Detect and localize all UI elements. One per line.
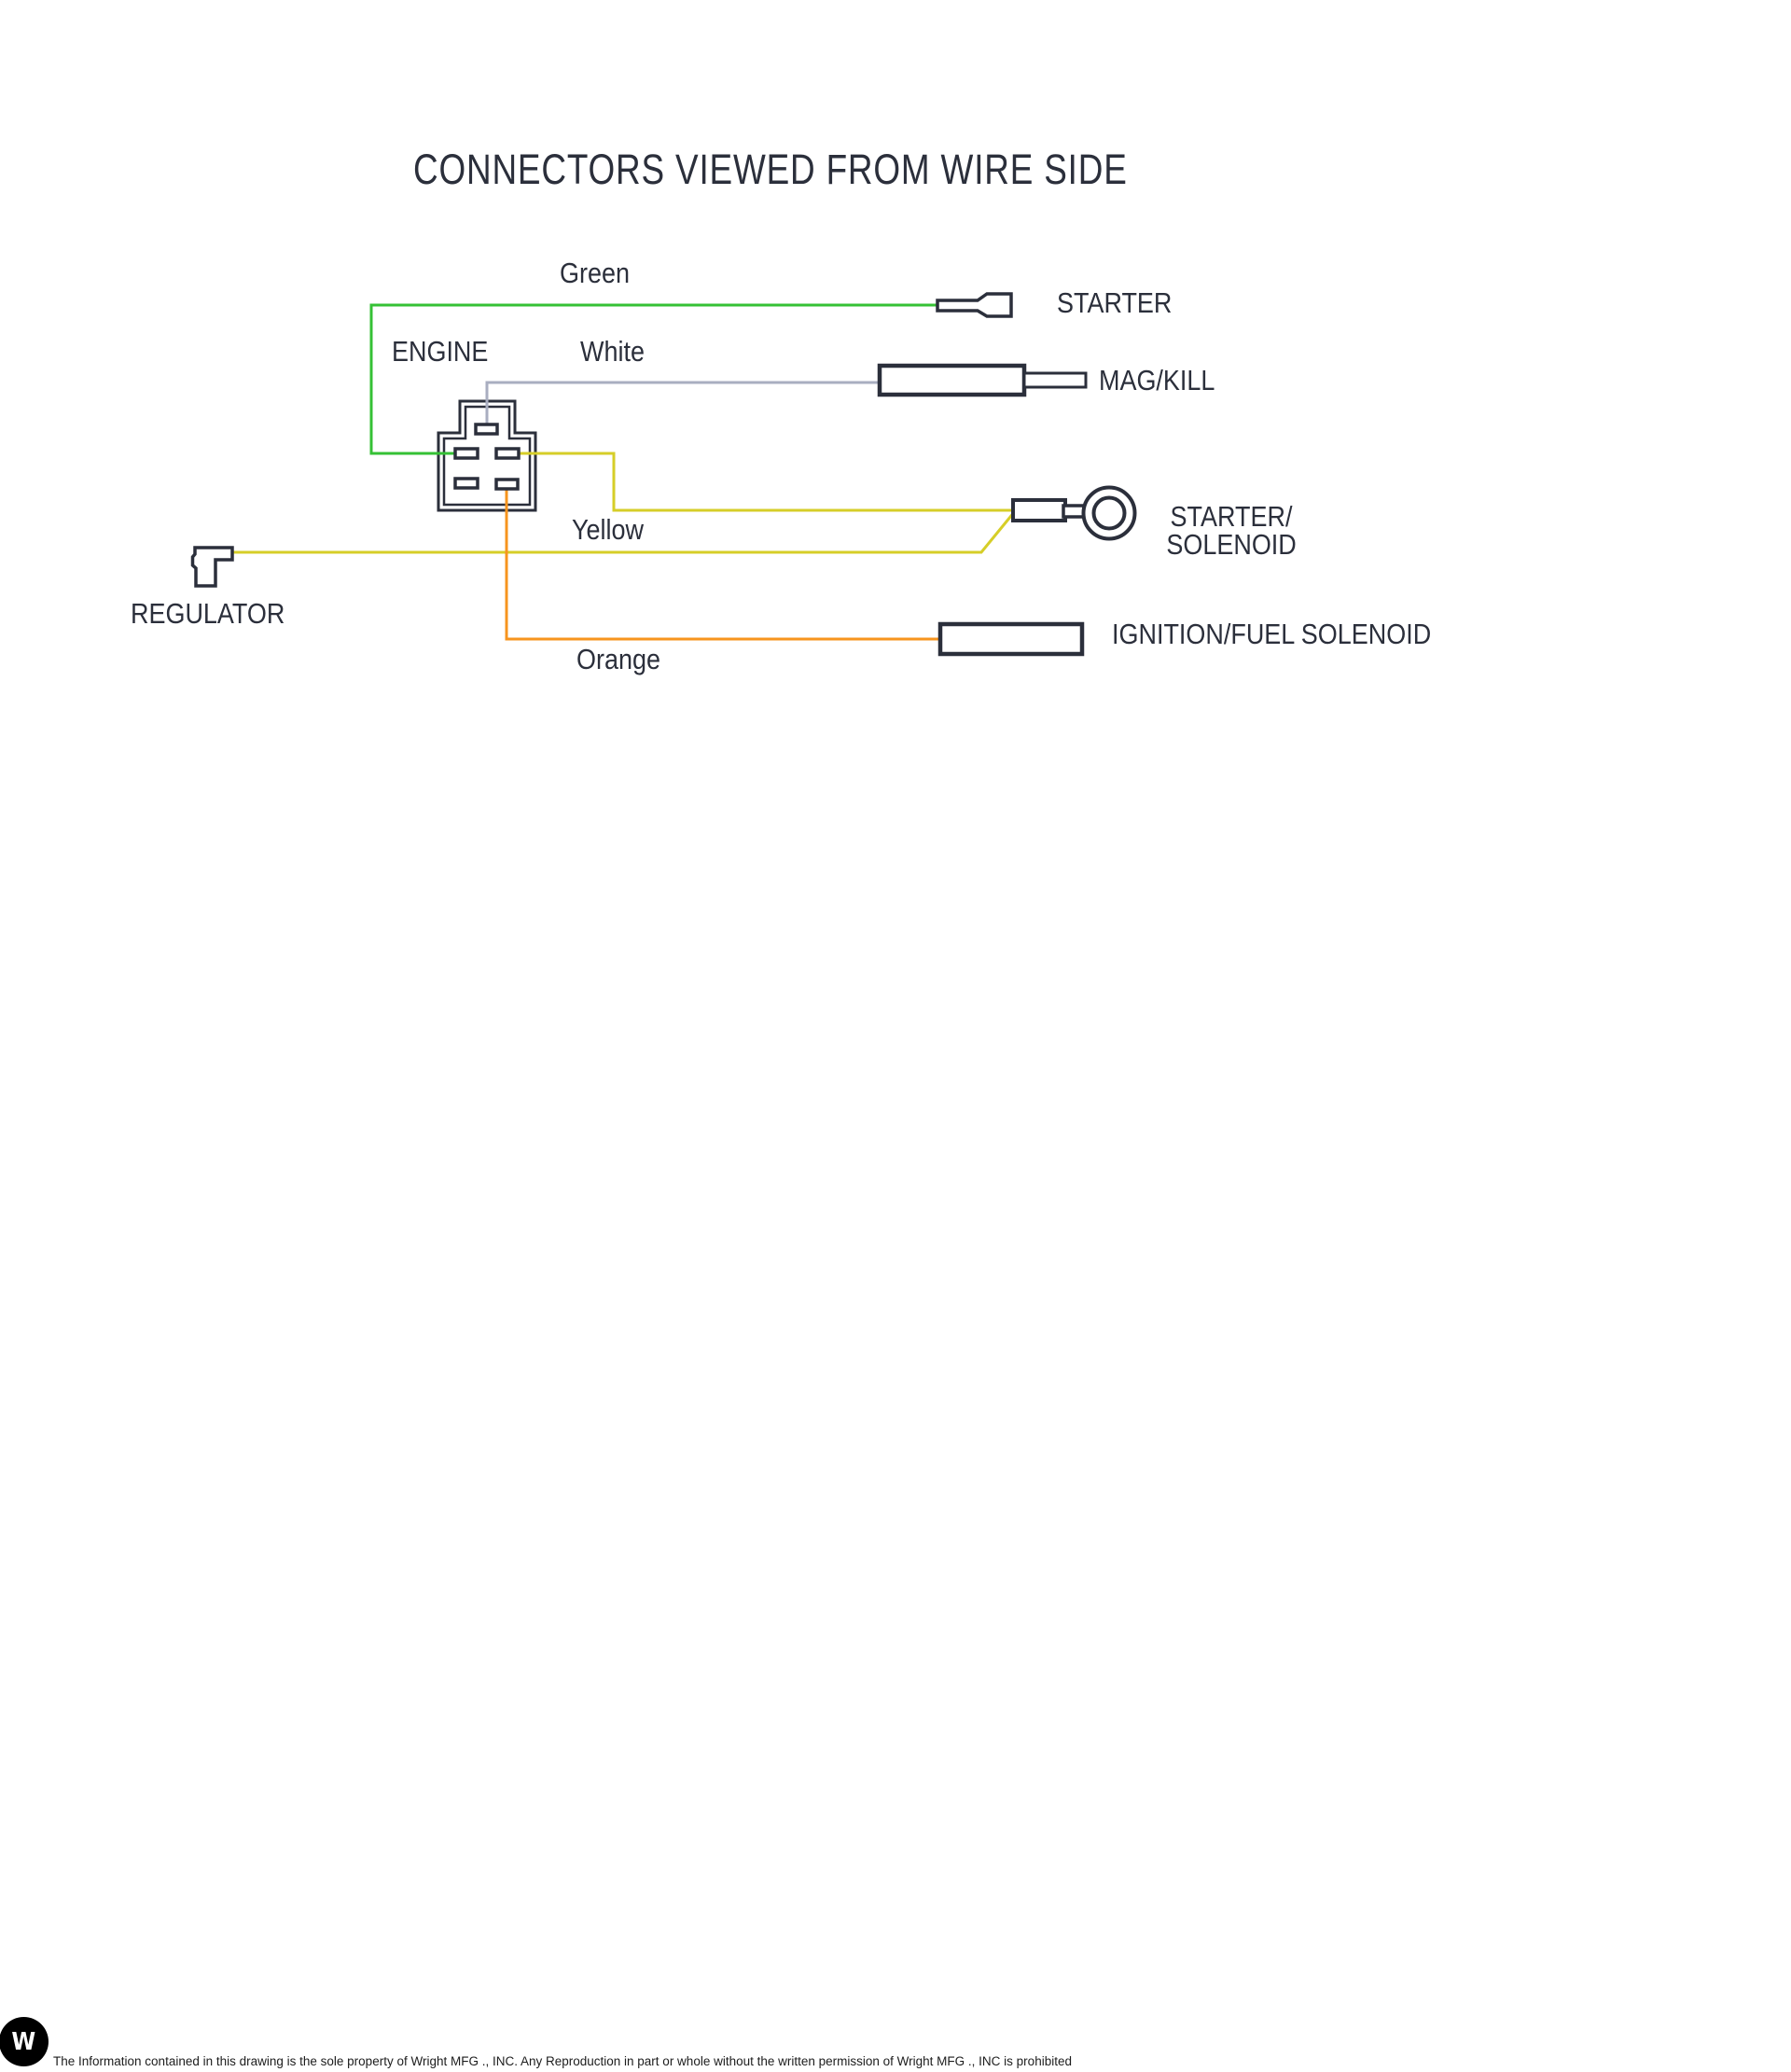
disclaimer-text: The Information contained in this drawing is the sole property of Wright MFG ., INC. Any Reproduction in part or whole without the written permission of Wright MFG ., INC is prohibited: [53, 2054, 1072, 2068]
wright-mfg-logo: [0, 2017, 49, 2066]
ring-terminal-ring-inner: [1094, 498, 1125, 529]
white-wire: [487, 382, 880, 425]
mag-kill-connector-body: [880, 366, 1024, 395]
ignition-fuel-solenoid-label: IGNITION/FUEL SOLENOID: [1112, 618, 1432, 650]
ignition-fuel-connector: [940, 624, 1082, 654]
starter-solenoid-label-line1: STARTER/: [1170, 500, 1293, 533]
starter-solenoid-label: [1166, 500, 1297, 561]
regulator-connector: [193, 548, 233, 586]
mag-kill-connector-tip: [1024, 373, 1086, 387]
starter-terminal: [937, 294, 1011, 316]
yellow-wire-label: Yellow: [572, 513, 644, 546]
mag-kill-label: MAG/KILL: [1099, 364, 1215, 396]
regulator-label: REGULATOR: [131, 597, 285, 630]
yellow-wire-engine: [519, 453, 1015, 510]
green-wire-label: Green: [560, 257, 630, 289]
engine-label: ENGINE: [392, 335, 489, 368]
wright-mfg-logo-letter: W: [11, 2027, 36, 2056]
engine-pin-upper-left: [455, 449, 478, 458]
engine-pin-lower-left: [455, 479, 478, 488]
ring-terminal-barrel: [1013, 500, 1065, 521]
engine-pin-lower-right: [496, 480, 518, 489]
engine-pin-upper-right: [496, 449, 519, 458]
orange-wire-label: Orange: [576, 643, 660, 675]
starter-label: STARTER: [1057, 286, 1173, 319]
engine-pin-top: [476, 424, 497, 434]
page-title: CONNECTORS VIEWED FROM WIRE SIDE: [413, 146, 1128, 193]
white-wire-label: White: [580, 335, 645, 368]
starter-solenoid-label-line2: SOLENOID: [1166, 528, 1297, 561]
green-wire: [371, 305, 937, 453]
